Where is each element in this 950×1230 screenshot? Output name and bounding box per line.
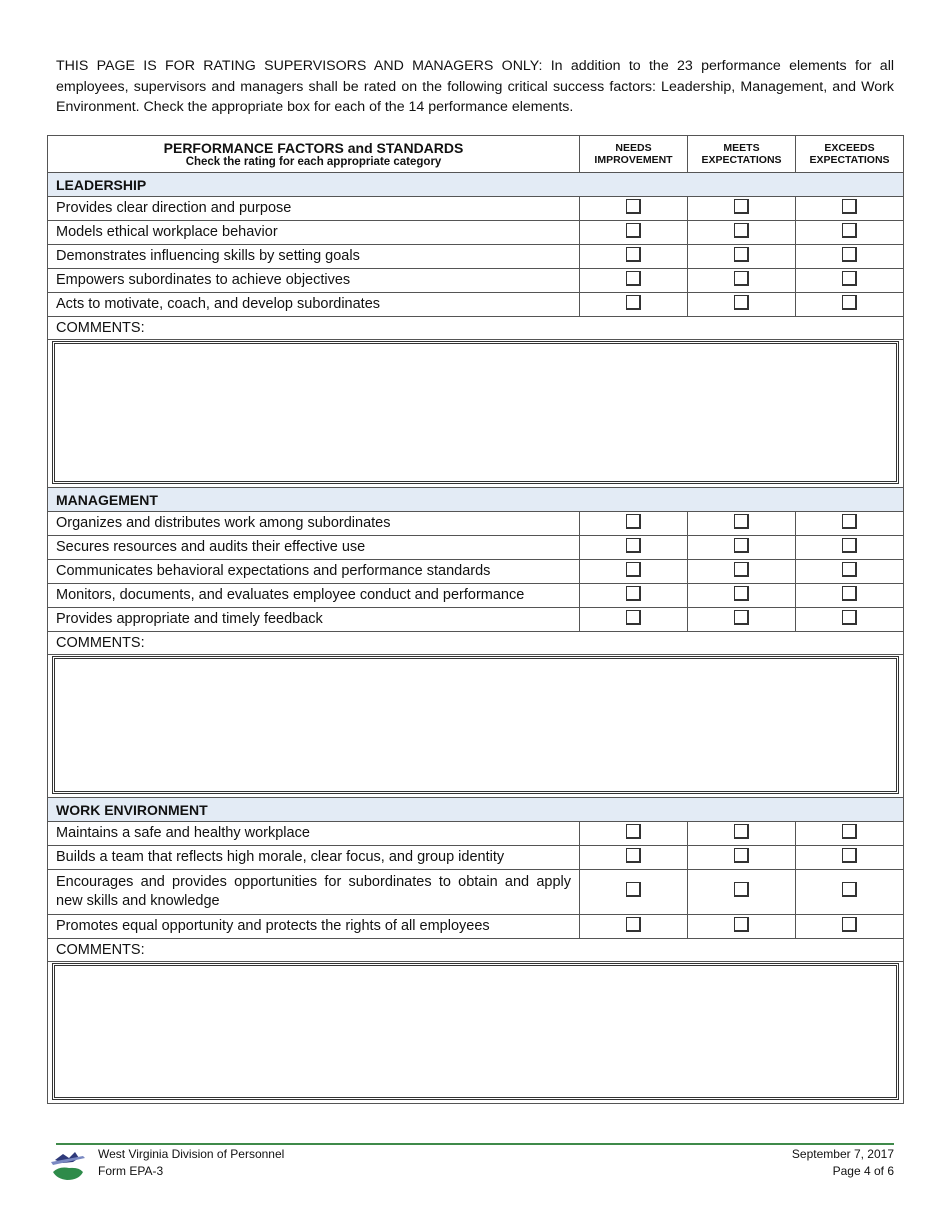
rating-cell [796, 221, 904, 245]
exceeds-expectations-checkbox[interactable] [842, 514, 857, 529]
needs-improvement-header [580, 136, 688, 173]
factors-header-title: PERFORMANCE FACTORS and STANDARDS [163, 139, 464, 156]
rating-cell [796, 245, 904, 269]
rating-cell [688, 560, 796, 584]
comments-textbox[interactable] [52, 963, 899, 1100]
exceeds-expectations-checkbox[interactable] [842, 882, 857, 897]
exceeds-expectations-checkbox[interactable] [842, 848, 857, 863]
factor-label: Provides appropriate and timely feedback [48, 608, 580, 632]
section-title: LEADERSHIP [48, 173, 904, 197]
factors-header-subtitle: Check the rating for each appropriate category [185, 155, 442, 168]
rating-cell [688, 608, 796, 632]
needs-improvement-checkbox[interactable] [626, 538, 641, 553]
meets-expectations-checkbox[interactable] [734, 538, 749, 553]
factor-row [48, 197, 904, 221]
needs-improvement-checkbox[interactable] [626, 610, 641, 625]
rating-cell [796, 584, 904, 608]
footer-rule [56, 1143, 894, 1145]
factor-row [48, 822, 904, 846]
rating-cell [580, 293, 688, 317]
section-header-row [48, 173, 904, 197]
needs-improvement-checkbox[interactable] [626, 586, 641, 601]
rating-cell [688, 870, 796, 915]
rating-cell [688, 584, 796, 608]
comments-label-row [48, 317, 904, 340]
meets-expectations-checkbox[interactable] [734, 295, 749, 310]
needs-improvement-checkbox[interactable] [626, 223, 641, 238]
rating-cell [580, 846, 688, 870]
comments-label-row [48, 939, 904, 962]
rating-cell [796, 293, 904, 317]
section-title: MANAGEMENT [48, 488, 904, 512]
rating-cell [796, 197, 904, 221]
rating-cell [796, 870, 904, 915]
comments-area-row [48, 340, 904, 488]
needs-improvement-checkbox[interactable] [626, 882, 641, 897]
meets-expectations-checkbox[interactable] [734, 514, 749, 529]
rating-cell [688, 245, 796, 269]
rating-cell [580, 584, 688, 608]
rating-cell [688, 822, 796, 846]
meets-expectations-checkbox[interactable] [734, 610, 749, 625]
footer-form-number: Form EPA-3 [98, 1164, 164, 1178]
rating-cell [688, 915, 796, 939]
factor-row [48, 608, 904, 632]
footer-date: September 7, 2017 [791, 1147, 894, 1161]
rating-cell [796, 560, 904, 584]
section-header-row [48, 798, 904, 822]
rating-cell [688, 846, 796, 870]
meets-expectations-header [688, 136, 796, 173]
rating-cell [580, 608, 688, 632]
section-header-row [48, 488, 904, 512]
meets-expectations-checkbox[interactable] [734, 882, 749, 897]
form-body [48, 173, 904, 1104]
header-line: MEETS [723, 142, 760, 154]
footer-left [98, 1146, 284, 1180]
meets-expectations-checkbox[interactable] [734, 824, 749, 839]
factor-row [48, 221, 904, 245]
needs-improvement-checkbox[interactable] [626, 247, 641, 262]
factor-label: Communicates behavioral expectations and performance standards [48, 560, 580, 584]
rating-cell [688, 536, 796, 560]
footer-right [792, 1146, 894, 1180]
factors-header [48, 136, 580, 173]
rating-cell [688, 269, 796, 293]
rating-cell [796, 512, 904, 536]
factor-label: Encourages and provides opportunities for subordinates to obtain and apply new skills and knowledge [48, 870, 580, 915]
rating-cell [796, 846, 904, 870]
exceeds-expectations-checkbox[interactable] [842, 586, 857, 601]
rating-cell [580, 822, 688, 846]
rating-cell [796, 822, 904, 846]
factor-label: Promotes equal opportunity and protects the rights of all employees [48, 915, 580, 939]
exceeds-expectations-checkbox[interactable] [842, 538, 857, 553]
factor-row [48, 870, 904, 915]
exceeds-expectations-checkbox[interactable] [842, 247, 857, 262]
comments-label: COMMENTS: [48, 939, 904, 962]
meets-expectations-checkbox[interactable] [734, 586, 749, 601]
rating-cell [688, 293, 796, 317]
factor-label: Monitors, documents, and evaluates employee conduct and performance [48, 584, 580, 608]
factor-row [48, 560, 904, 584]
needs-improvement-checkbox[interactable] [626, 199, 641, 214]
exceeds-expectations-checkbox[interactable] [842, 295, 857, 310]
rating-cell [580, 197, 688, 221]
factor-row [48, 245, 904, 269]
comments-area-row [48, 962, 904, 1104]
header-line: EXPECTATIONS [701, 154, 782, 166]
rating-cell [580, 269, 688, 293]
header-line: IMPROVEMENT [594, 154, 673, 166]
header-line: EXPECTATIONS [809, 154, 890, 166]
rating-cell [796, 915, 904, 939]
needs-improvement-checkbox[interactable] [626, 562, 641, 577]
comments-label-row [48, 632, 904, 655]
needs-improvement-checkbox[interactable] [626, 917, 641, 932]
meets-expectations-checkbox[interactable] [734, 199, 749, 214]
needs-improvement-checkbox[interactable] [626, 295, 641, 310]
factor-label: Secures resources and audits their effective use [48, 536, 580, 560]
meets-expectations-checkbox[interactable] [734, 247, 749, 262]
exceeds-expectations-checkbox[interactable] [842, 562, 857, 577]
factor-label: Models ethical workplace behavior [48, 221, 580, 245]
factor-label: Provides clear direction and purpose [48, 197, 580, 221]
factor-label: Empowers subordinates to achieve objectives [48, 269, 580, 293]
factor-row [48, 269, 904, 293]
intro-paragraph: THIS PAGE IS FOR RATING SUPERVISORS AND MANAGERS ONLY: In addition to the 23 performance elements for all employees, supervisors and managers shall be rated on the following critical success factors: Leadership, Management, and Work Environment. Check the appropriate box for each of the 14 performance elements. [56, 58, 894, 115]
exceeds-expectations-header [796, 136, 904, 173]
meets-expectations-checkbox[interactable] [734, 562, 749, 577]
comments-textbox[interactable] [52, 656, 899, 794]
rating-cell [580, 560, 688, 584]
factor-label: Organizes and distributes work among subordinates [48, 512, 580, 536]
rating-cell [580, 245, 688, 269]
rating-cell [580, 536, 688, 560]
factor-row [48, 584, 904, 608]
performance-table [47, 135, 904, 1104]
meets-expectations-checkbox[interactable] [734, 271, 749, 286]
factor-label: Acts to motivate, coach, and develop subordinates [48, 293, 580, 317]
meets-expectations-checkbox[interactable] [734, 917, 749, 932]
exceeds-expectations-checkbox[interactable] [842, 917, 857, 932]
wv-state-logo-icon [49, 1148, 89, 1182]
rating-cell [796, 269, 904, 293]
comments-label: COMMENTS: [48, 317, 904, 340]
header-line: NEEDS [615, 142, 652, 154]
factor-row [48, 536, 904, 560]
needs-improvement-checkbox[interactable] [626, 514, 641, 529]
footer-org: West Virginia Division of Personnel [98, 1147, 285, 1161]
factor-label: Builds a team that reflects high morale, clear focus, and group identity [48, 846, 580, 870]
needs-improvement-checkbox[interactable] [626, 824, 641, 839]
rating-cell [688, 197, 796, 221]
exceeds-expectations-checkbox[interactable] [842, 610, 857, 625]
header-line: EXCEEDS [824, 142, 875, 154]
comments-area-row [48, 655, 904, 798]
rating-cell [580, 870, 688, 915]
footer-page-number: Page 4 of 6 [832, 1164, 894, 1178]
needs-improvement-checkbox[interactable] [626, 271, 641, 286]
comments-label: COMMENTS: [48, 632, 904, 655]
factor-label: Demonstrates influencing skills by setting goals [48, 245, 580, 269]
section-title: WORK ENVIRONMENT [48, 798, 904, 822]
rating-cell [688, 221, 796, 245]
rating-cell [580, 221, 688, 245]
comments-cell [48, 340, 904, 488]
comments-textbox[interactable] [52, 341, 899, 484]
meets-expectations-checkbox[interactable] [734, 223, 749, 238]
factor-row [48, 915, 904, 939]
comments-cell [48, 962, 904, 1104]
rating-cell [796, 536, 904, 560]
exceeds-expectations-checkbox[interactable] [842, 271, 857, 286]
exceeds-expectations-checkbox[interactable] [842, 199, 857, 214]
exceeds-expectations-checkbox[interactable] [842, 824, 857, 839]
factor-row [48, 512, 904, 536]
needs-improvement-checkbox[interactable] [626, 848, 641, 863]
rating-cell [580, 512, 688, 536]
rating-cell [580, 915, 688, 939]
meets-expectations-checkbox[interactable] [734, 848, 749, 863]
factor-row [48, 293, 904, 317]
factor-label: Maintains a safe and healthy workplace [48, 822, 580, 846]
factor-row [48, 846, 904, 870]
rating-cell [688, 512, 796, 536]
exceeds-expectations-checkbox[interactable] [842, 223, 857, 238]
rating-cell [796, 608, 904, 632]
comments-cell [48, 655, 904, 798]
